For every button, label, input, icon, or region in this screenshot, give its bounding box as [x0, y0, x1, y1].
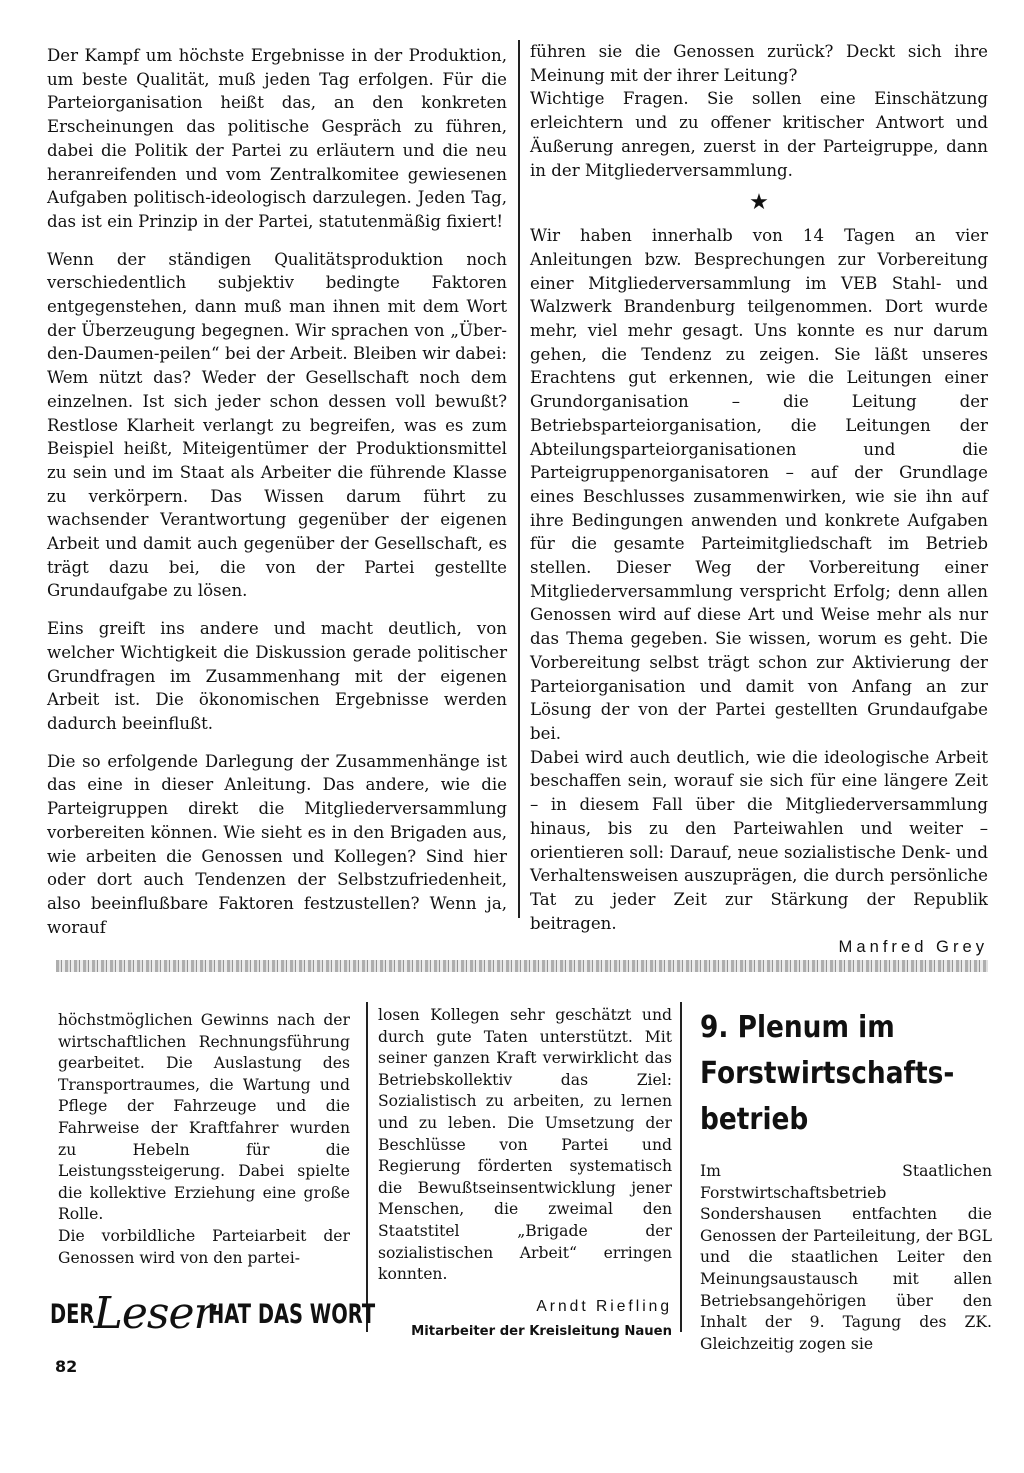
- section-divider: [56, 960, 988, 972]
- rubric-logo: [50, 1288, 375, 1339]
- rubric-script-word: Leser: [93, 1288, 214, 1339]
- paragraph: Die so erfolgende Darlegung der Zusammenhänge ist das eine in dieser Anleitung. Das andere, wie die Parteigruppen direkt die Mitgliederversammlung vorbereiten können. Wie sieht es in den Brigaden aus, wie arbeiten die Genossen und Kollegen? Sind hier oder dort auch Tendenzen der Selbstzufriedenheit, also beeinflußbare Faktoren festzustellen? Wenn ja, worauf: [47, 751, 507, 937]
- article-headline: 9. Plenum im Forstwirtschafts-betrieb: [700, 1010, 955, 1137]
- column-divider: [366, 1002, 368, 1332]
- paragraph: Dabei wird auch deutlich, wie die ideologische Arbeit beschaffen sein, worauf sie sich für eine längere Zeit – in diesem Fall über die Mitgliederversammlung hinaus, bis zu den Parteiwahlen und weiter – orientieren soll: Darauf, neue sozialistische Denk- und Verhaltensweisen auszuprägen, die durch persönliche Tat zu jeder Zeit zur Stärkung der Republik beitragen.: [530, 747, 988, 933]
- rubric-part: HAT DAS WORT: [207, 1298, 375, 1330]
- paragraph: Wenn der ständigen Qualitätsproduktion noch verschiedentlich subjektiv bedingte Faktoren entgegenstehen, dann muß man ihnen mit dem Wort der Überzeugung begegnen. Wir sprachen von „Über-den-Daumen-peilen“ bei der Arbeit. Bleiben wir dabei: Wem nützt das? Weder der Gesellschaft noch dem einzelnen. Ist sich jeder schon dessen voll bewußt? Restlose Klarheit verlangt zu begreifen, was es zum Beispiel heißt, Miteigentümer der Produktionsmittel zu sein und im Staat als Arbeiter die führende Klasse zu verkörpern. Das Wissen darum führt zu wachsender Verantwortung gegenüber der eigenen Arbeit und damit auch gegenüber der Gesellschaft, es trägt dazu bei, die von der Partei gestellte Grundaufgabe zu lösen.: [47, 249, 507, 601]
- author-signature: Manfred Grey: [838, 937, 988, 957]
- paragraph: führen sie die Genossen zurück? Deckt sich ihre Meinung mit der ihrer Leitung?: [530, 42, 988, 85]
- paragraph: Wir haben innerhalb von 14 Tagen an vier Anleitungen bzw. Besprechungen zur Vorbereitung einer Mitgliederversammlung im VEB Stahl- und Walzwerk Brandenburg teilgenommen. Dort wurde mehr, viel mehr gesagt. Uns konnte es nur darum gehen, die Tendenz zu zeigen. Sie läßt unseres Erachtens gut erkennen, wie die Leitungen einer Grundorganisation – die Leitung der Betriebsparteiorganisation, die Leitungen der Abteilungsparteiorganisationen und die Parteigruppenorganisatoren – auf der Grundlage eines Beschlusses zusammenwirken, wie sie ihn auf ihre Bedingungen anwenden und konkrete Aufgaben für die gesamte Parteimitgliedschaft im Betrieb stellen. Dieser Weg der Vorbereitung einer Mitgliederversammlung verspricht Erfolg; denn allen Genossen wird auf diese Art und Weise mehr als nur das Thema gegeben. Sie wissen, worum es geht. Die Vorbereitung selbst trägt schon zur Aktivierung der Parteiorganisation und damit von Anfang an zur Lösung der von der Partei gestellten Grundaufgabe bei.: [530, 226, 988, 743]
- article-column-bottom-3: [700, 1005, 992, 1355]
- paragraph: Eins greift ins andere und macht deutlich, von welcher Wichtigkeit die Diskussion gerade politischer Grundfragen im Zusammenhang mit der eigenen Arbeit ist. Die ökonomischen Ergebnisse werden dadurch beeinflußt.: [47, 619, 507, 733]
- column-divider: [680, 1002, 682, 1332]
- paragraph: Im Staatlichen Forstwirtschaftsbetrieb Sondershausen entfachten die Genossen der Parteileitung, der BGL und die staatlichen Leiter den Meinungsaustausch mit allen Betriebsangehörigen über den Inhalt der 9. Tagung des ZK. Gleichzeitig zogen sie: [700, 1162, 992, 1353]
- column-divider: [518, 40, 520, 918]
- article-column-bottom-1: [58, 1010, 350, 1269]
- star-icon: ★: [749, 190, 769, 216]
- paragraph: Der Kampf um höchste Ergebnisse in der Produktion, um beste Qualität, muß jeden Tag erfolgen. Für die Parteiorganisation heißt das, an den konkreten Erscheinungen das politische Gespräch zu führen, dabei die Politik der Partei zu erläutern und die neu heranreifenden und vom Zentralkomitee gewiesenen Aufgaben politisch-ideologisch darzulegen. Jeden Tag, das ist ein Prinzip in der Partei, statutenmäßig fixiert!: [47, 46, 507, 231]
- article-column-top-left: [47, 44, 507, 939]
- author-signature: Arndt Riefling: [536, 1297, 672, 1315]
- article-column-bottom-2: [378, 1005, 672, 1339]
- rubric-part: DER: [50, 1298, 95, 1330]
- paragraph: Wichtige Fragen. Sie sollen eine Einschätzung erleichtern und zu offener kritischer Antwort und Äußerung anregen, zuerst in der Parteigruppe, dann in der Mitgliederversammlung.: [530, 89, 988, 180]
- page-number: 82: [55, 1357, 78, 1376]
- article-column-top-right: [530, 40, 988, 957]
- paragraph: losen Kollegen sehr geschätzt und durch gute Taten unterstützt. Mit seiner ganzen Kraft verwirklicht das Betriebskollektiv das Ziel: Sozialistisch zu arbeiten, zu lernen und zu leben. Die Umsetzung der Beschlüsse von Partei und Regierung förderten systematisch die Bewußtseinsentwicklung jener Menschen, die zweimal den Staatstitel „Brigade der sozialistischen Arbeit“ erringen konnten.: [378, 1006, 672, 1284]
- paragraph: höchstmöglichen Gewinns nach der wirtschaftlichen Rechnungsführung gearbeitet. Die Auslastung des Transportraumes, die Wartung und Pflege der Fahrzeuge und die Fahrweise der Kraftfahrer wurden zu Hebeln für die Leistungssteigerung. Dabei spielte die kollektive Erziehung eine große Rolle.: [58, 1011, 350, 1224]
- author-role: Mitarbeiter der Kreisleitung Nauen: [411, 1323, 672, 1339]
- paragraph: Die vorbildliche Parteiarbeit der Genossen wird von den partei-: [58, 1226, 350, 1267]
